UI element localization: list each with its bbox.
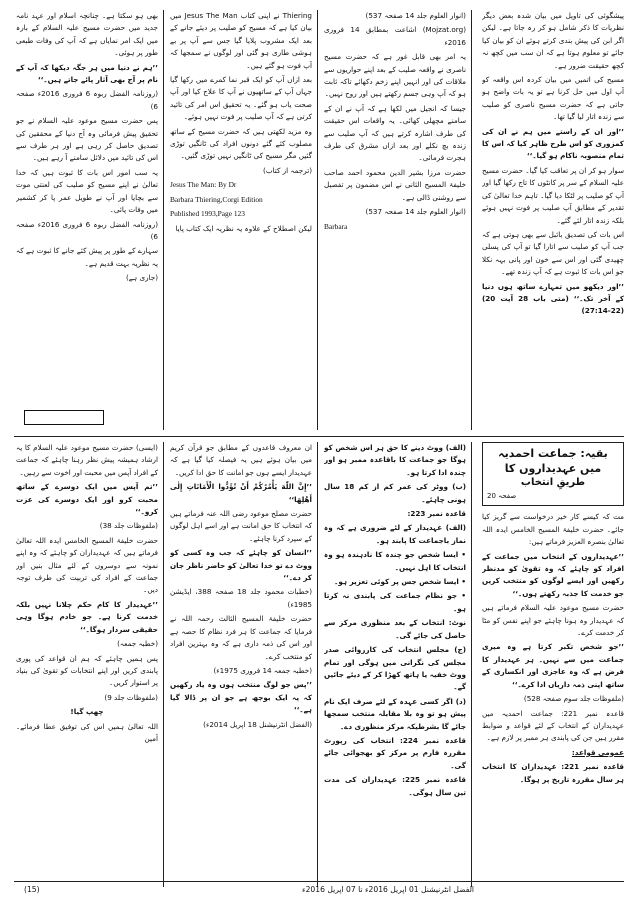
column-divider [471,10,472,430]
english-reference-line: Barbara Thiering,Corgi Edition [170,194,263,204]
paragraph: مت کہ کیسے کار خیر درخواست سے گریز کیا جائے۔ حضرت خلیفۃ المسیح الخامس ایدہ اللہ تعالیٰ بنصرہ العزیز فرماتے ہیں: [482,512,624,547]
paragraph: ’’اور ان کے راستے میں ہم نے ان کی کمزوری کو اس طرح ظاہر کیا کہ اس کا تمام منصوبہ ناکام ہو گیا۔‘‘ [482,126,624,161]
quote: ’’عہدیدار کا کام حکم چلانا نہیں بلکہ خدمت کرنا ہے۔ جو خادم ہوگا وہی حقیقی سردار ہوگا۔‘‘ [16,599,158,634]
citation: (روزنامہ الفضل ربوہ 6 فروری 2016ء صفحہ 6) [16,89,158,111]
paragraph: یہ سب امور اس بات کا ثبوت ہیں کہ خدا تعالیٰ نے اپنے مسیح کو صلیب کی لعنتی موت سے بچایا اور آپ نے طویل عمر پا کر کشمیر میں وفات پائی۔ [16,167,158,215]
citation: (ملفوظات جلد سوم صفحہ 528) [523,694,624,704]
paragraph: Barbara [324,221,348,231]
paragraph: (Mojzat.org) اشاعت بمطابق 14 فروری 2016ء [324,25,466,47]
column-divider [163,10,164,430]
page-reference: صفحہ 20 [487,492,517,500]
column-top-4 [16,10,158,420]
column-divider [317,442,318,887]
column-bottom-2 [324,442,466,887]
citation: (خطبات محمود جلد 18 صفحہ 388، ایڈیشن 1985ء) [170,587,312,609]
citation: (خطبہ جمعہ 14 فروری 1975ء) [213,665,312,675]
column-divider [163,442,164,887]
paragraph: حضرت مسیح موعود علیہ السلام فرماتے ہیں کہ عہدیدار وہ ہونا چاہئے جو اپنے نفس کو مٹا کر خدمت کرے۔ [482,603,624,638]
citation: (خطبہ جمعہ) [117,639,158,649]
paragraph: قاعدہ نمبر 221: عہدیداران کا انتخاب ہر سال مقررہ تاریخ پر ہوگا۔ [482,762,624,784]
rule-item: (ج) مجلس انتخاب کی کارروائی صدر مجلس کی نگرانی میں ہوگی اور تمام ووٹ خفیہ یا ہاتھ کھڑا کر کے دیئے جائیں گے۔ [324,645,466,692]
paragraph: Thiering نے اپنی کتاب Jesus The Man میں بیان کیا ہے کہ مسیح کو صلیب پر دیئے جانے کے بعد ایک مشروب پلایا گیا جس سے آپ پر بے ہوشی طاری ہو گئی اور لوگوں نے سمجھا کہ آپ فوت ہو گئے ہیں۔ [170,11,312,70]
subheading: عمومی قواعد: [571,747,624,757]
paragraph: (ایسی) حضرت مسیح موعود علیہ السلام کا یہ ارشاد ہمیشہ پیش نظر رہنا چاہئے کہ جماعت کے افراد آپس میں محبت اور اخوت سے رہیں۔ [16,443,158,477]
column-bottom-4 [16,442,158,887]
rule-note: نوٹ: انتخاب کے بعد منظوری مرکز سے حاصل کی جائے گی۔ [324,618,466,640]
rule-item: (الف) عہدیدار کے لئے ضروری ہے کہ وہ نماز باجماعت کا پابند ہو۔ [324,523,466,545]
footer-rule [14,881,624,882]
paragraph: مسیح کی اتمیں میں بیان کردہ اس واقعہ کو آپ اول میں حل کرنا ہے تو یہ بات واضح ہو جاتی ہے کہ حضرت مسیح ناصری کو صلیب سے زندہ اتار لیا گیا تھا۔ [482,75,624,122]
paragraph: حضرت مصلح موعود رضی اللہ عنہ فرماتے ہیں کہ انتخاب کا حق امانت ہے اور اسے اہل لوگوں کے سپرد کرنا چاہئے۔ [170,509,312,543]
quote: ’’انسان کو چاہئے کہ جب وہ کسی کو ووٹ دے تو خدا تعالیٰ کو حاضر ناظر جان کر دے۔‘‘ [170,548,312,583]
paragraph: اللہ تعالیٰ ہمیں اس کی توفیق عطا فرمائے۔ آمین [16,721,158,743]
column-top-3 [170,10,312,430]
paragraph: وہ مزید لکھتی ہیں کہ حضرت مسیح کے ساتھ مصلوب کئے گئے دونوں افراد کی ٹانگیں توڑی گئیں مگر مسیح کی ٹانگیں نہیں توڑی گئیں۔ [170,126,312,161]
publication-line: الفضل انٹرنیشنل 01 اپریل 2016ء تا 07 اپریل 2016ء [302,885,474,894]
citation: (روزنامہ الفضل ربوہ 6 فروری 2016ء صفحہ 6) [16,219,158,241]
ad-box [24,410,104,425]
rule-number: قاعدہ نمبر 224: انتخاب کی رپورٹ مقررہ فارم پر مرکز کو بھجوائی جائے گی۔ [324,735,466,770]
paragraph: حضرت مرزا بشیر الدین محمود احمد صاحب خلیفۃ المسیح الثانی نے اس مضمون پر تفصیل سے روشنی ڈالی ہے۔ [324,167,466,202]
citation: (ملفوظات جلد 38) [99,521,158,531]
paragraph: سہارے کے طور پر پیش کئے جانے کا ثبوت ہے کہ یہ نظریہ بہت قدیم ہے۔ [16,246,158,268]
english-reference-line: Published 1993,Page 123 [170,209,245,219]
paragraph: حضرت خلیفۃ المسیح الخامس ایدہ اللہ تعالیٰ فرماتے ہیں کہ عہدیداران کو چاہئے کہ وہ اپنے نمونہ سے دوسروں کے لئے مثال بنیں اور جماعت کے افراد کی تربیت کی طرف توجہ دیں۔ [16,535,158,595]
column-bottom-3 [170,442,312,887]
paragraph: بعد ازاں آپ کو ایک قبر نما کمرے میں رکھا گیا جہاں آپ کے ساتھیوں نے آپ کا علاج کیا اور آپ صحت یاب ہو گئے۔ یہ تحقیق اس امر کی تائید کرتی ہے کہ آپ صلیب پر فوت نہیں ہوئے۔ [170,75,312,122]
page-number: (15) [24,885,40,894]
article-heading [482,442,624,506]
newspaper-page [14,10,624,890]
paragraph: پس حضرت مسیح موعود علیہ السلام نے جو تحقیق پیش فرمائی وہ آج دنیا کے محققین کی تصدیق حاصل کر رہی ہے اور ہر طرف سے اس کی تائید میں دلائل سامنے آ رہے ہیں۔ [16,116,158,163]
rule-bullet: • ایسا شخص جو چندہ کا نادہندہ ہو وہ انتخاب کا اہل نہیں۔ [324,550,466,572]
column-divider [317,10,318,430]
paragraph: بھی ہو سکتا ہے۔ چنانچہ اسلام اور عہد نامہ جدید میں حضرت مسیح علیہ السلام کے بارہ میں ایک امر نمایاں ہے کہ آپ کی وفات طبعی طور پر ہوئی۔ [16,11,158,58]
article-title: بقیہ: جماعت احمدیہ میں عہدیداروں کا [498,447,608,475]
column-top-2 [324,10,466,430]
paragraph: یہ امر بھی قابل غور ہے کہ حضرت مسیح ناصری نے واقعہ صلیب کے بعد اپنے حواریوں سے ملاقات کی اور انہیں اپنے زخم دکھائے تاکہ ثابت ہو کہ آپ وہی جسم رکھتے ہیں اور روح نہیں۔ [324,52,466,99]
quote: ’’عہدیداروں کے انتخاب میں جماعت کے افراد کو چاہئے کہ وہ تقویٰ کو مدنظر رکھیں اور ایسے لوگوں کو منتخب کریں جو خدمت کا جذبہ رکھتے ہوں۔‘‘ [482,551,624,598]
article-subtitle: طریقِ انتخاب [520,477,586,488]
citation: (انوار العلوم جلد 14 صفحہ 537) [365,207,466,217]
rule-number: قاعدہ نمبر 225: عہدیداران کی مدت تین سال ہوگی۔ [324,775,466,797]
rule-item: (ب) ووٹر کی عمر کم از کم 18 سال ہونی چاہئے۔ [324,482,466,504]
quote: ’’جو شخص تکبر کرتا ہے وہ میری جماعت میں سے نہیں۔ ہر عہدیدار کا فرض ہے کہ وہ عاجزی اور انکساری کے ساتھ اپنی ذمہ داریاں ادا کرے۔‘‘ [482,642,624,689]
quote: ’’إِنَّ اللّٰهَ يَأْمُرُكُمْ أَنْ تُؤَدُّوا الْأَمَانَاتِ إِلٰى أَهْلِهَا‘‘ [170,482,312,504]
paragraph: جیسا کہ انجیل میں لکھا ہے کہ آپ نے ان کے سامنے مچھلی کھائی۔ یہ واقعات اس حقیقت کی طرف اشارہ کرتے ہیں کہ آپ صلیب سے زندہ بچ نکلے اور بعد ازاں مشرق کی طرف ہجرت فرمائی۔ [324,103,466,163]
quote: ’’تم آپس میں ایک دوسرے کے ساتھ محبت کرو اور ایک دوسرے کی عزت کرو۔‘‘ [16,482,158,517]
page-footer [14,885,624,899]
column-top-1 [482,10,624,430]
rule-item: (الف) ووٹ دینے کا حق ہر اس شخص کو ہوگا جو جماعت کا باقاعدہ ممبر ہو اور چندہ ادا کرتا ہو۔ [324,443,466,477]
section-divider [14,436,624,437]
subheading: چھپ گیا! [70,707,104,717]
column-bottom-1 [482,442,624,887]
paragraph: پیشگوئی کی تاویل میں بیان شدہ بعض دیگر نظریات کا ذکر شامل ہو کر رہ جاتا ہے۔ لیکن اگر ابن کی پیش بندی کرتے ہوئے ان کو بیان کیا جائے تو معلوم ہوتا ہے کہ ان سب میں کچھ نہ کچھ حقیقت ضرور ہے۔ [482,11,624,70]
paragraph: قاعدہ نمبر 221: جماعت احمدیہ میں عہدیداران کے انتخاب کے لئے قواعد و ضوابط مقرر ہیں جن کی پابندی ہر ممبر پر لازم ہے۔ [482,708,624,743]
paragraph: سوار ہو کر ان پر تعاقب کیا گیا۔ حضرت مسیح علیہ السلام کے سر پر کانٹوں کا تاج رکھا گیا اور آپ کو صلیب پر لٹکا دیا گیا۔ تاہم خدا تعالیٰ کی تقدیر کے مطابق آپ صلیب پر فوت نہیں ہوئے بلکہ زندہ اتار لئے گئے۔ [482,165,624,225]
paragraph: ان معروف قاعدوں کے مطابق جو قرآن کریم میں بیان ہوئے ہیں یہ فیصلہ کیا گیا ہے کہ عہدیدار ایسے ہوں جو امانت کا حق ادا کریں۔ [170,443,312,477]
citation: (ترجمہ از کتاب) [263,165,312,175]
paragraph: ’’اور دیکھو میں تمہارے ساتھ ہوں دنیا کے آخر تک۔‘‘ (متی باب 28 آیت 20) (22-27:14) [482,281,624,316]
english-reference-line: Jesus The Man: By Dr [170,180,237,190]
citation: (الفضل انٹرنیشنل 18 اپریل 2014ء) [203,719,312,729]
paragraph: پس ہمیں چاہئے کہ ہم ان قواعد کی پوری پابندی کریں اور اپنے انتخابات کو تقویٰ کی بنیاد پر استوار کریں۔ [16,653,158,688]
paragraph: حضرت خلیفۃ المسیح الثالث رحمہ اللہ نے فرمایا کہ جماعت کا ہر فرد نظام کا حصہ ہے اور اس کی ذمہ داری ہے کہ وہ بہترین افراد کو منتخب کرے۔ [170,614,312,661]
column-divider [471,442,472,887]
quote: ’’پس جو لوگ منتخب ہوں وہ یاد رکھیں کہ یہ ایک بوجھ ہے جو ان پر ڈالا گیا ہے۔‘‘ [170,680,312,715]
rule-bullet: • ایسا شخص جس پر کوئی تعزیر ہو۔ [334,577,466,587]
paragraph: لیکن اصطلاح کے علاوہ یہ نظریہ ایک کتاب پایا [175,223,312,233]
rule-item: (د) اگر کسی عہدہ کے لئے صرف ایک نام پیش ہو تو وہ بلا مقابلہ منتخب سمجھا جائے گا بشرطیکہ مرکز منظوری دے۔ [324,696,466,731]
citation: (ملفوظات جلد 9) [104,692,158,702]
continued-note: (جاری ہے) [125,273,158,283]
quote: ’’ہم نے دنیا میں ہر جگہ دیکھا کہ آپ کے نام پر آج بھی آثار پائے جاتے ہیں۔‘‘ [16,62,158,85]
citation: (انوار العلوم جلد 14 صفحہ 537) [365,11,466,20]
paragraph: اس بات کی تصدیق بائبل سے بھی ہوتی ہے کہ جب آپ کو صلیب سے اتارا گیا تو آپ کی پسلی چھیدی گئی اور اس سے خون اور پانی بہہ نکلا جو اس بات کا ثبوت ہے کہ آپ زندہ تھے۔ [482,229,624,277]
rule-number: قاعدہ نمبر 223: [407,509,466,519]
rule-bullet: • جو نظام جماعت کی پابندی نہ کرتا ہو۔ [324,591,466,613]
